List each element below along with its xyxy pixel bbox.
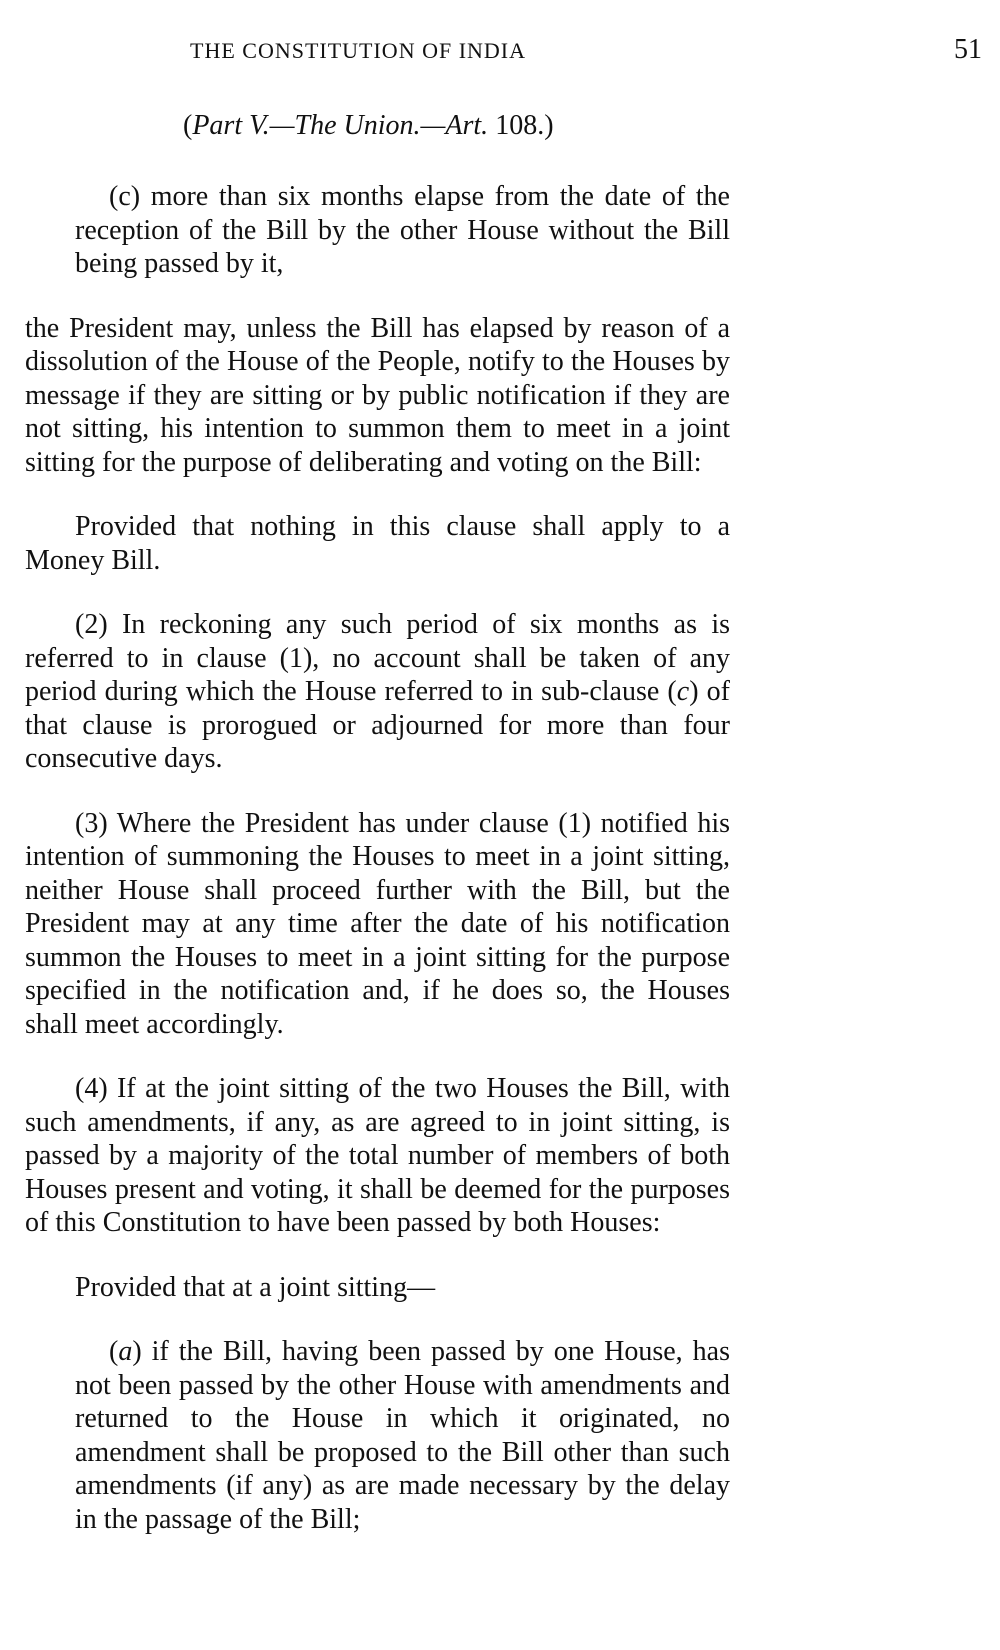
paragraph-gap: [25, 577, 730, 608]
joint-sitting-proviso: Provided that at a joint sitting—: [75, 1271, 436, 1303]
clause-2-paragraph: [25, 608, 730, 776]
part-ref-number: 108.): [488, 110, 554, 141]
paragraph-gap: [25, 1304, 730, 1335]
paragraph-gap: [25, 281, 730, 312]
paragraph-gap: [25, 1240, 730, 1271]
clause-3-paragraph: (3) Where the President has under clause (1) notified his intention of summoning the Houses to meet in a joint sitting, neither House shall proceed further with the Bill, but the President may at any time after the date of his notification summon the Houses to meet in a joint sitting for the purpose specified in the notification and, if he does so, the Houses shall meet accordingly.: [25, 807, 730, 1040]
president-notification-paragraph: the President may, unless the Bill has elapsed by reason of a dissolution of the House of the People, notify to the Houses by message if they are sitting or by public notification if they are not sitting, his intention to summon them to meet in a joint sitting for the purpose of deliberating and voting on the Bill:: [25, 312, 730, 478]
sub-clause-a-text: ) if the Bill, having been passed by one House, has not been passed by the other House with amendments and returned to the House in which it originated, no amendment shall be proposed to the Bill other than such amendments (if any) as are made necessary by the delay in the passage of the Bill;: [75, 1336, 730, 1535]
paragraph-gap: [25, 776, 730, 807]
sub-clause-a-italic: a: [118, 1336, 133, 1367]
clause-4-paragraph: (4) If at the joint sitting of the two Houses the Bill, with such amendments, if any, as are agreed to in joint sitting, is passed by a majority of the total number of members of both Houses present and voting, it shall be deemed for the purposes of this Constitution to have been passed by both Houses:: [25, 1073, 730, 1238]
clause-2-italic-c: c: [676, 676, 690, 707]
clause-2-text-b: ) of that clause is prorogued or adjourned for more than four consecutive days.: [25, 676, 730, 774]
page-header-title: THE CONSTITUTION OF INDIA: [190, 38, 527, 63]
part-ref-open: (: [183, 110, 193, 141]
part-ref-italic: Part V.—The Union.—Art.: [192, 110, 489, 141]
paragraph-gap: [25, 479, 730, 510]
page-number: 51: [954, 34, 982, 65]
paragraph-gap: [25, 1041, 730, 1072]
money-bill-proviso: Provided that nothing in this clause shall apply to a Money Bill.: [25, 511, 730, 576]
part-reference: [183, 110, 554, 142]
sub-clause-a-open: (: [109, 1336, 119, 1367]
clause-2-text-a: (2) In reckoning any such period of six months as is referred to in clause (1), no account shall be taken of any period during which the House referred to in sub-clause (: [25, 609, 730, 707]
sub-clause-a-paragraph: [25, 1335, 730, 1536]
document-body: [25, 180, 730, 1536]
clause-c-paragraph: (c) more than six months elapse from the date of the reception of the Bill by the other House without the Bill being passed by it,: [75, 181, 730, 279]
